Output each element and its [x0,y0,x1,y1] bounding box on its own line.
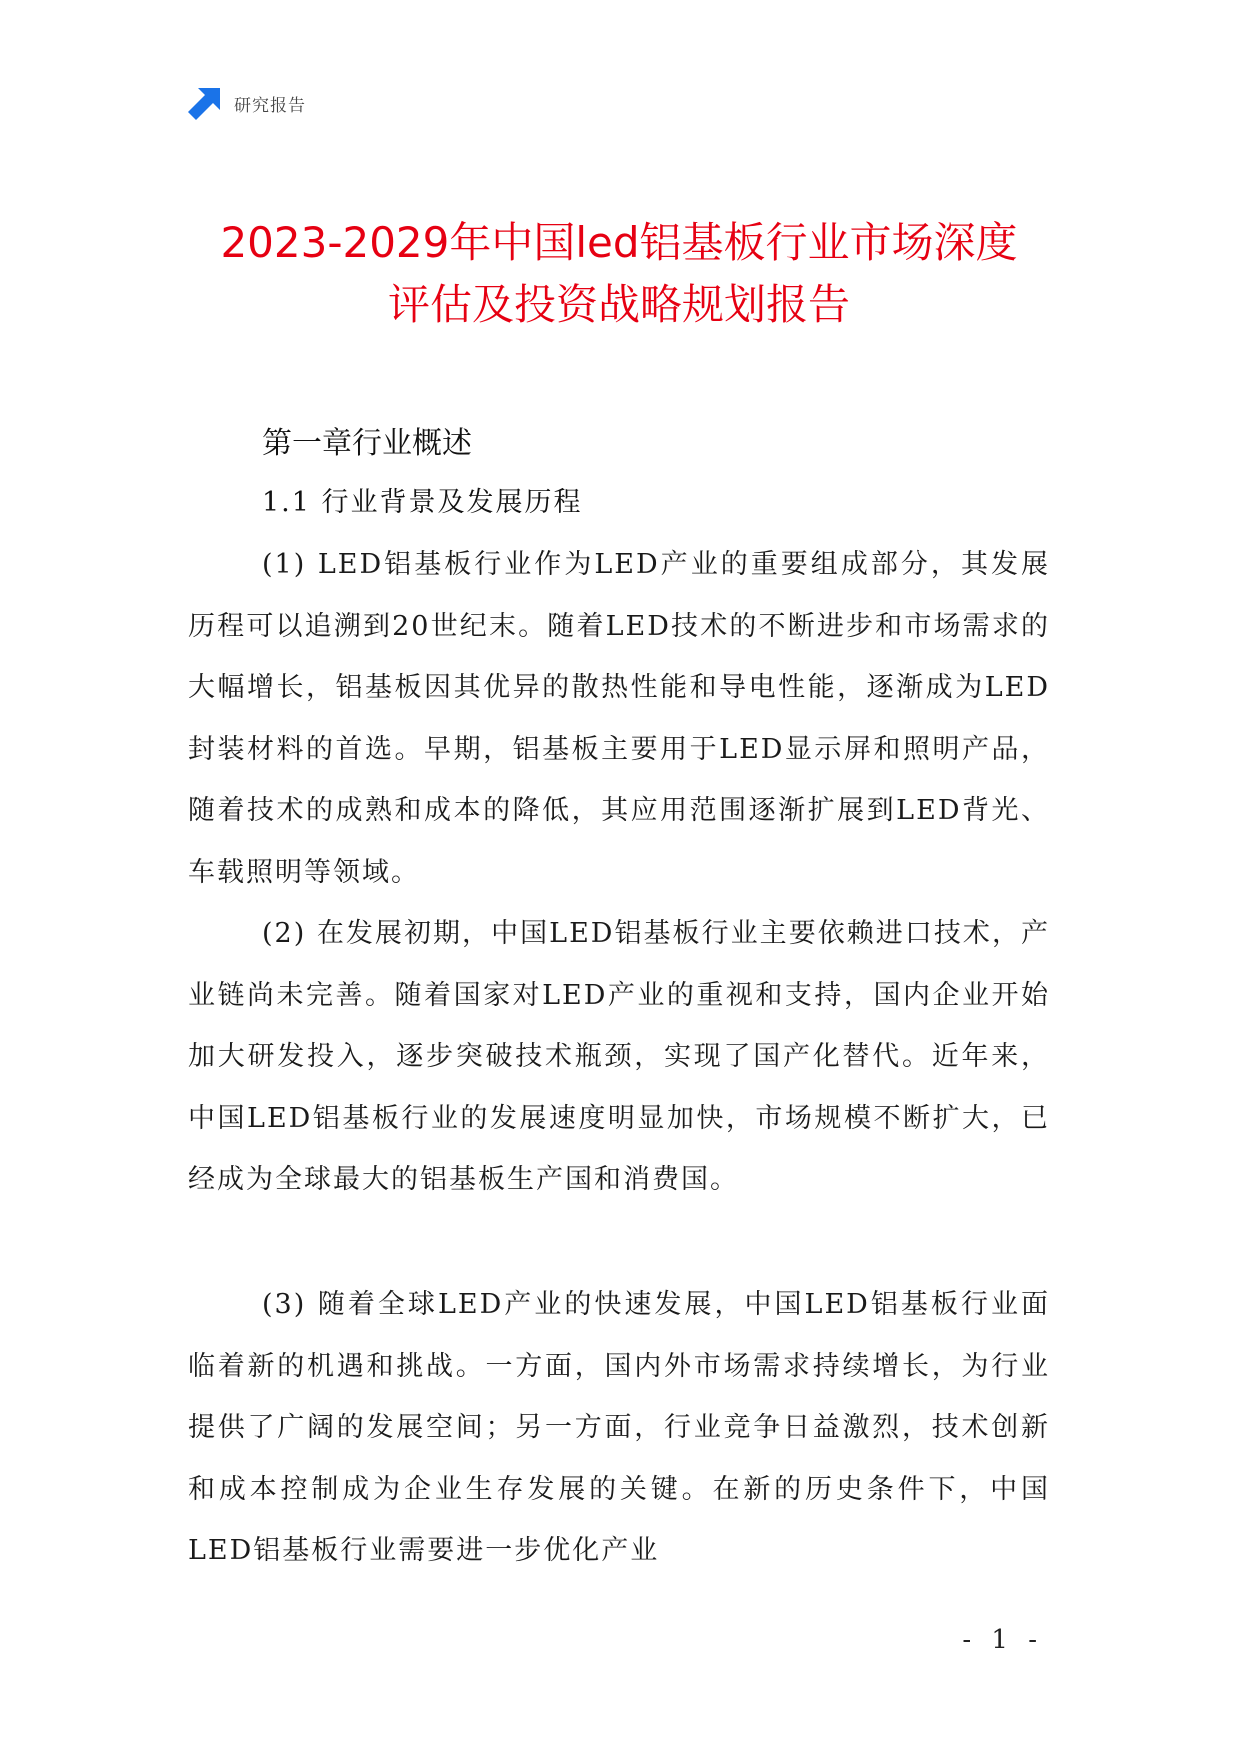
section-heading: 1.1 行业背景及发展历程 [262,487,583,518]
paragraph-2: (2) 在发展初期，中国LED铝基板行业主要依赖进口技术，产业链尚未完善。随着国家对LED产业的重视和支持，国内企业开始加大研发投入，逐步突破技术瓶颈，实现了国产化替代。近年来，中国LED铝基板行业的发展速度明显加快，市场规模不断扩大，已经成为全球最大的铝基板生产国和消费国。 [188,918,1050,1195]
report-header [188,86,306,120]
paragraph-1: (1) LED铝基板行业作为LED产业的重要组成部分，其发展历程可以追溯到20世纪末。随着LED技术的不断进步和市场需求的大幅增长，铝基板因其优异的散热性能和导电性能，逐渐成为LED封装材料的首选。早期，铝基板主要用于LED显示屏和照明产品，随着技术的成熟和成本的降低，其应用范围逐渐扩展到LED背光、车载照明等领域。 [188,549,1050,888]
paragraph-3: (3) 随着全球LED产业的快速发展，中国LED铝基板行业面临着新的机遇和挑战。一方面，国内外市场需求持续增长，为行业提供了广阔的发展空间；另一方面，行业竞争日益激烈，技术创新和成本控制成为企业生存发展的关键。在新的历史条件下，中国LED铝基板行业需要进一步优化产业 [188,1289,1050,1566]
arrow-up-right-icon [188,86,222,120]
document-title [188,212,1050,336]
page-number: - 1 - [962,1625,1043,1655]
title-line-2: 评估及投资战略规划报告 [387,280,850,329]
header-label: 研究报告 [234,95,306,116]
chapter-heading: 第一章行业概述 [262,426,472,461]
title-line-1: 2023-2029年中国led铝基板行业市场深度 [220,218,1018,267]
